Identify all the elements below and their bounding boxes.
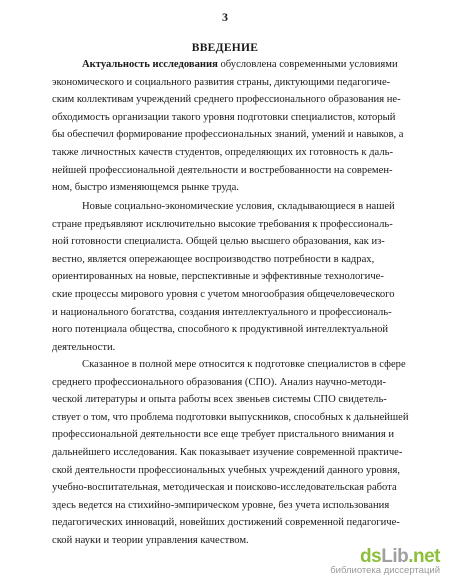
- paragraph-2-line: стране предъявляют исключительно высокие требования к профессиональ-: [52, 218, 393, 230]
- paragraph-2-line: ной готовности специалиста. Общей целью высшего образования, как из-: [52, 236, 385, 248]
- paragraph-1-line: ном, быстро изменяющемся рынке труда.: [52, 182, 239, 194]
- watermark-lib: Lib: [381, 546, 409, 567]
- paragraph-1-line: экономического и социального развития страны, диктующими педагогиче-: [52, 76, 391, 88]
- paragraph-2-line: вестно, является опережающее воспроизводство потребности в кадрах,: [52, 253, 375, 265]
- paragraph-3: [52, 356, 410, 550]
- paragraph-1-line-1-text: обусловлена современными условиями: [217, 59, 398, 70]
- paragraph-2-line: ориентированных на новые, перспективные и эффективные технологиче-: [52, 271, 384, 283]
- page-number: 3: [222, 10, 228, 24]
- paragraph-3-line: педагогических инноваций, новейших достижений современной педагогиче-: [52, 517, 400, 529]
- paragraph-3-line: ской науки и теории управления качеством.: [52, 534, 249, 546]
- paragraph-1-line: обходимость организации такого уровня подготовки специалистов, который: [52, 111, 396, 123]
- paragraph-3-line: здесь ведется на стихийно-эмпирическом уровне, без учета использования: [52, 499, 390, 511]
- paragraph-3-line: ческой литературы и опыта работы всех звеньев системы СПО свидетель-: [52, 394, 387, 406]
- paragraph-2-line: ские процессы мирового уровня с учетом многообразия общечеловеческого: [52, 288, 395, 300]
- paragraph-2-line: деятельности.: [52, 341, 116, 353]
- paragraph-3-line: профессиональной деятельности все еще требует пристального внимания и: [52, 429, 395, 441]
- paragraph-3-line: дальнейшего исследования. Как показывает изучение современной практиче-: [52, 446, 403, 458]
- paragraph-3-line: учебно-воспитательная, методическая и поисково-исследовательская работа: [52, 482, 397, 494]
- watermark-net: .net: [408, 546, 440, 567]
- paragraph-1-line: нейшей профессиональной деятельности и востребованности на современ-: [52, 164, 393, 176]
- paragraph-3-line: ствует о том, что проблема подготовки выпускников, способных к дальнейшей: [52, 411, 409, 423]
- paragraph-1-line: ским коллективам учреждений среднего профессионального образования не-: [52, 94, 401, 106]
- paragraph-1-line-1: [52, 56, 410, 74]
- paragraph-1-line: также личностных качеств студентов, определяющих их готовность к даль-: [52, 146, 393, 158]
- paragraph-2-line: ного потенциала общества, способного к продуктивной интеллектуальной: [52, 324, 389, 336]
- paragraph-1-line: бы обеспечил формирование профессиональных знаний, умений и навыков, а: [52, 129, 404, 141]
- dslib-watermark: [290, 544, 440, 578]
- watermark-ds: ds: [360, 546, 382, 567]
- paragraph-1: [52, 56, 410, 197]
- paragraph-2: [52, 198, 410, 356]
- lead-bold-phrase: Актуальность исследования: [82, 59, 218, 70]
- paragraph-3-line: ской деятельности профессиональных учебных учреждений данного уровня,: [52, 464, 400, 476]
- paragraph-3-line: Сказанное в полной мере относится к подготовке специалистов в сфере: [82, 359, 406, 370]
- paragraph-2-line: и национального богатства, создания интеллектуального и профессиональ-: [52, 306, 392, 318]
- paragraph-2-line: Новые социально-экономические условия, складывающиеся в нашей: [82, 201, 395, 212]
- section-heading: ВВЕДЕНИЕ: [191, 42, 259, 54]
- watermark-subtitle: библиотека диссертаций: [330, 565, 440, 576]
- paragraph-3-line: среднего профессионального образования (СПО). Анализ научно-методи-: [52, 376, 386, 388]
